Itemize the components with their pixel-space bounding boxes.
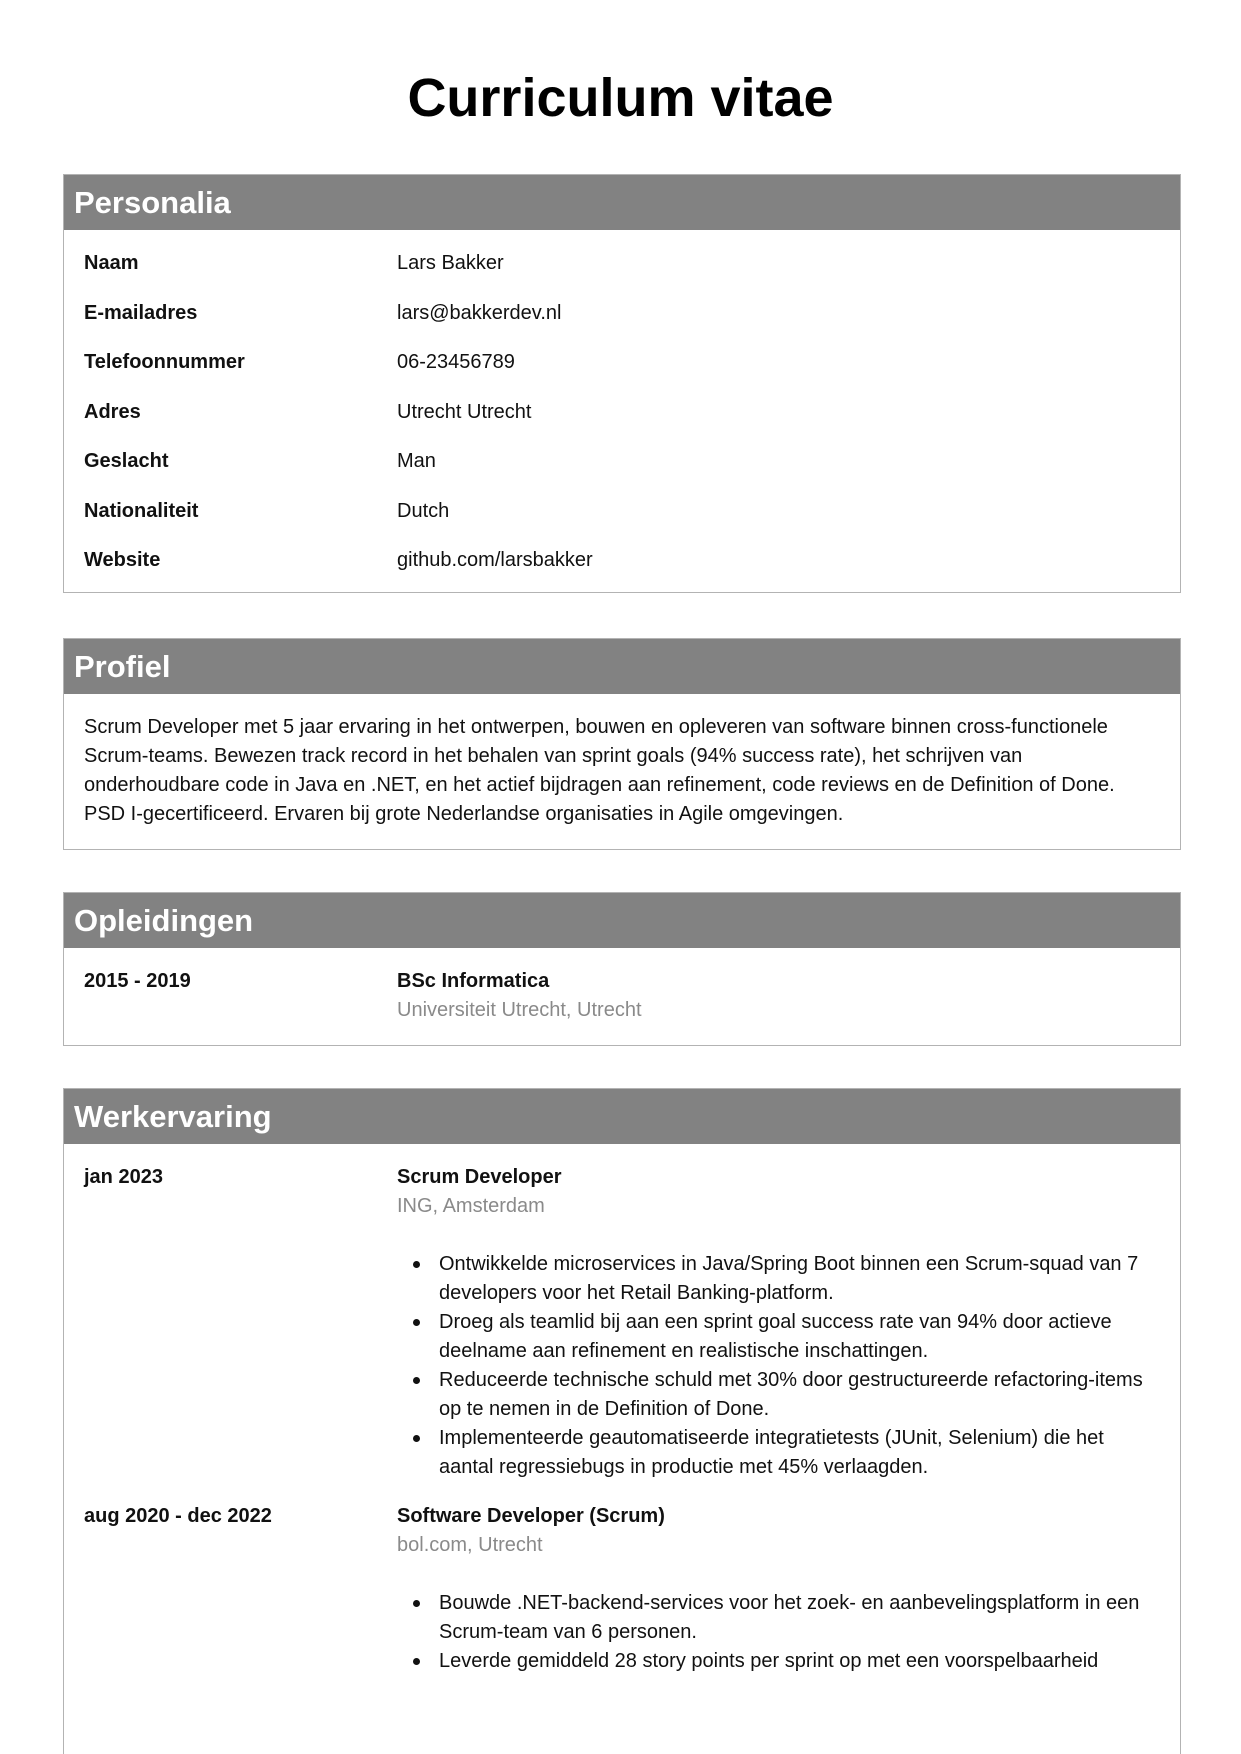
bullet-icon [413, 1600, 420, 1607]
personalia-section [63, 174, 1181, 593]
section-heading: Personalia [64, 175, 1180, 230]
bullet-icon [413, 1435, 420, 1442]
personalia-row-email [84, 299, 1160, 349]
field-label: Telefoonnummer [84, 351, 245, 373]
list-item [397, 1308, 1160, 1366]
list-item [397, 1366, 1160, 1424]
werkervaring-section [63, 1088, 1181, 1754]
field-value: Lars Bakker [397, 252, 504, 274]
bullet-text: Leverde gemiddeld 28 story points per sprint op met een voorspelbaarheid [439, 1650, 1099, 1672]
list-item [397, 1647, 1160, 1676]
section-heading: Opleidingen [64, 893, 1180, 948]
website-link[interactable]: github.com/larsbakker [397, 549, 593, 571]
entry-employer: bol.com, Utrecht [397, 1534, 543, 1556]
entry-period: 2015 - 2019 [84, 970, 191, 992]
education-entry [84, 967, 1160, 1025]
field-label: Nationaliteit [84, 499, 199, 522]
entry-main [397, 967, 1160, 1025]
entry-period: jan 2023 [84, 1166, 163, 1188]
profiel-section [63, 638, 1181, 850]
bullet-list [397, 1589, 1160, 1676]
field-label: Adres [84, 400, 141, 423]
entry-title: Scrum Developer [397, 1166, 562, 1188]
entry-title: Software Developer (Scrum) [397, 1505, 665, 1527]
entry-institution: Universiteit Utrecht, Utrecht [397, 999, 642, 1021]
bullet-icon [413, 1319, 420, 1326]
page-title: Curriculum vitae [407, 68, 834, 128]
personalia-table [64, 230, 1180, 596]
field-value: Utrecht Utrecht [397, 400, 532, 423]
bullet-text: Bouwde .NET-backend-services voor het zoek- en aanbevelingsplatform in een Scrum-team van 6 personen. [439, 1592, 1140, 1643]
list-item [397, 1424, 1160, 1482]
personalia-row-naam [84, 249, 1160, 299]
field-value: lars@bakkerdev.nl [397, 301, 562, 324]
personalia-row-geslacht [84, 447, 1160, 497]
personalia-row-adres [84, 398, 1160, 448]
bullet-text: Ontwikkelde microservices in Java/Spring Boot binnen een Scrum-squad van 7 developers voor het Retail Banking-platform. [439, 1253, 1139, 1304]
bullet-icon [413, 1261, 420, 1268]
entry-title: BSc Informatica [397, 970, 550, 992]
field-value: Dutch [397, 499, 450, 522]
personalia-row-nationaliteit [84, 497, 1160, 547]
field-value: 06-23456789 [397, 351, 515, 373]
opleidingen-section [63, 892, 1181, 1046]
personalia-row-website [84, 546, 1160, 596]
field-label: E-mailadres [84, 301, 198, 324]
bullet-text: Implementeerde geautomatiseerde integratietests (JUnit, Selenium) die het aantal regressiebugs in productie met 45% verlaagden. [439, 1427, 1104, 1478]
profiel-body [64, 694, 1180, 851]
werkervaring-body [64, 1144, 1180, 1676]
entry-main [397, 1163, 1160, 1482]
profile-text: Scrum Developer met 5 jaar ervaring in het ontwerpen, bouwen en opleveren van software binnen cross-functionele Scrum-teams. Bewezen track record in het behalen van sprint goals (94% success rate), het schrijven van onderhoudbare code in Java en .NET, en het actief bijdragen aan refinement, code reviews en de Definition of Done. PSD I-gecertificeerd. Ervaren bij grote Nederlandse organisaties in Agile omgevingen. [84, 716, 1115, 825]
bullet-text: Droeg als teamlid bij aan een sprint goal success rate van 94% door actieve deelname aan refinement en realistische inschattingen. [439, 1311, 1112, 1362]
list-item [397, 1589, 1160, 1647]
personalia-row-telefoon [84, 348, 1160, 398]
entry-employer: ING, Amsterdam [397, 1195, 545, 1217]
field-label: Geslacht [84, 450, 169, 472]
entry-main [397, 1502, 1160, 1676]
bullet-icon [413, 1658, 420, 1665]
work-entry [84, 1502, 1160, 1676]
field-value: Man [397, 450, 436, 472]
field-label: Naam [84, 252, 139, 274]
bullet-list [397, 1250, 1160, 1482]
opleidingen-body [64, 948, 1180, 1025]
bullet-text: Reduceerde technische schuld met 30% door gestructureerde refactoring-items op te nemen in de Definition of Done. [439, 1369, 1143, 1420]
section-heading: Werkervaring [64, 1089, 1180, 1144]
field-label: Website [84, 549, 161, 571]
section-heading: Profiel [64, 639, 1180, 694]
list-item [397, 1250, 1160, 1308]
entry-period: aug 2020 - dec 2022 [84, 1505, 272, 1527]
bullet-icon [413, 1377, 420, 1384]
work-entry [84, 1163, 1160, 1482]
